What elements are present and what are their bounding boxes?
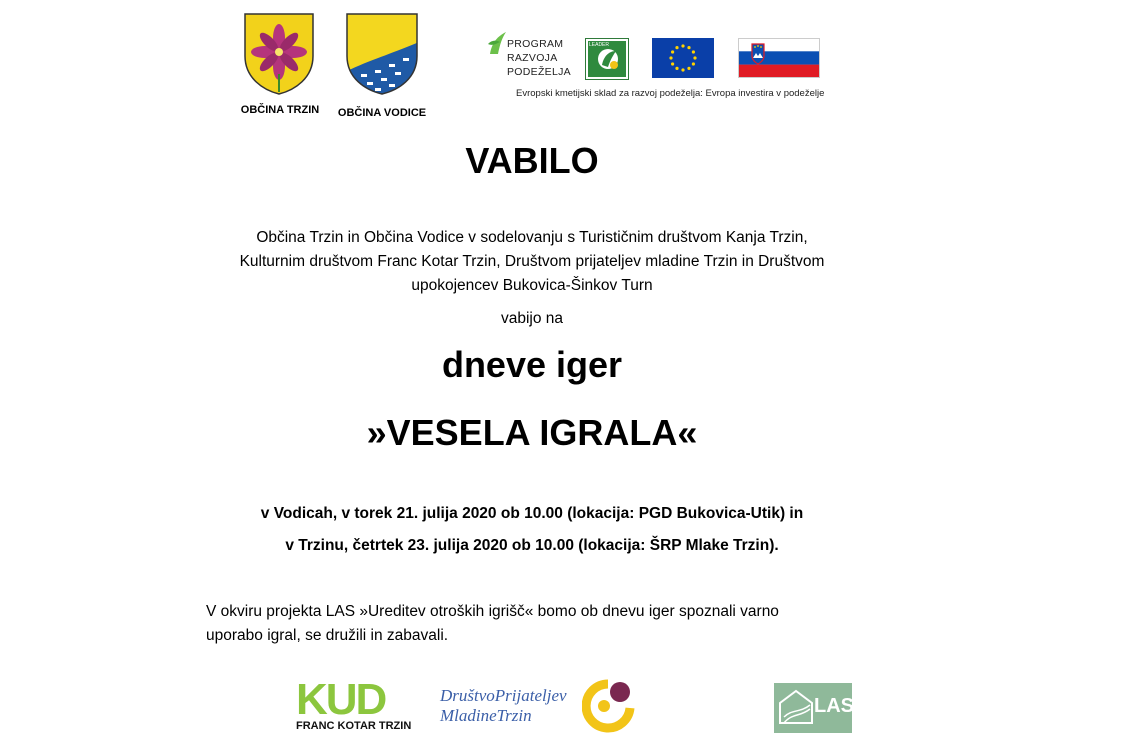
leader-label: LEADER [589, 42, 610, 48]
kud-logo [296, 675, 416, 732]
program-leaf-icon [488, 30, 508, 56]
program-line: PODEŽELJA [507, 66, 571, 78]
dpm-word: Mladine [440, 706, 497, 725]
kud-logo-subtitle: FRANC KOTAR TRZIN [296, 720, 412, 732]
project-paragraph [206, 600, 886, 648]
program-line: RAZVOJA [507, 52, 558, 64]
dpm-word: Trzin [496, 706, 532, 725]
program-line: PROGRAM [507, 38, 564, 50]
program-razvoja-text [507, 37, 571, 79]
las-logo [774, 683, 852, 733]
dpm-word: Prijateljev [494, 686, 567, 705]
dpm-logo-emblem [582, 678, 638, 734]
leader-logo [585, 38, 629, 80]
kud-logo-letters: KUD [296, 675, 386, 724]
slovenia-flag [738, 38, 820, 78]
intro-line: Kulturnim društvom Franc Kotar Trzin, Društvom prijateljev mladine Trzin in Društvom [239, 253, 825, 270]
dpm-word: Društvo [440, 686, 495, 705]
invite-line: vabijo na [500, 310, 564, 327]
las-label: LAS [814, 695, 854, 717]
coat-trzin-label: OBČINA TRZIN [240, 104, 320, 116]
coat-of-arms-trzin [243, 12, 315, 96]
paragraph-line: uporabo igral, se družili in zabavali. [206, 627, 449, 644]
date-vodice: v Vodicah, v torek 21. julija 2020 ob 10.00 (lokacija: PGD Bukovica-Utik) in [260, 505, 804, 522]
coat-of-arms-vodice [345, 12, 419, 96]
eu-caption: Evropski kmetijski sklad za razvoj podeželja: Evropa investira v podeželje [516, 88, 825, 99]
coat-vodice-label: OBČINA VODICE [337, 107, 427, 119]
event-title: »VESELA IGRALA« [366, 412, 698, 453]
paragraph-line: V okviru projekta LAS »Ureditev otroških igrišč« bomo ob dnevu iger spoznali varno [206, 603, 779, 620]
page-title: VABILO [465, 140, 599, 181]
eu-flag [652, 38, 714, 78]
event-name: dneve iger [441, 344, 623, 385]
intro-text [182, 226, 882, 298]
dpm-logo-text [440, 686, 590, 726]
intro-line: Občina Trzin in Občina Vodice v sodelovanju s Turističnim društvom Kanja Trzin, [256, 229, 808, 246]
intro-line: upokojencev Bukovica-Šinkov Turn [411, 277, 653, 294]
date-trzin: v Trzinu, četrtek 23. julija 2020 ob 10.00 (lokacija: ŠRP Mlake Trzin). [285, 537, 779, 554]
